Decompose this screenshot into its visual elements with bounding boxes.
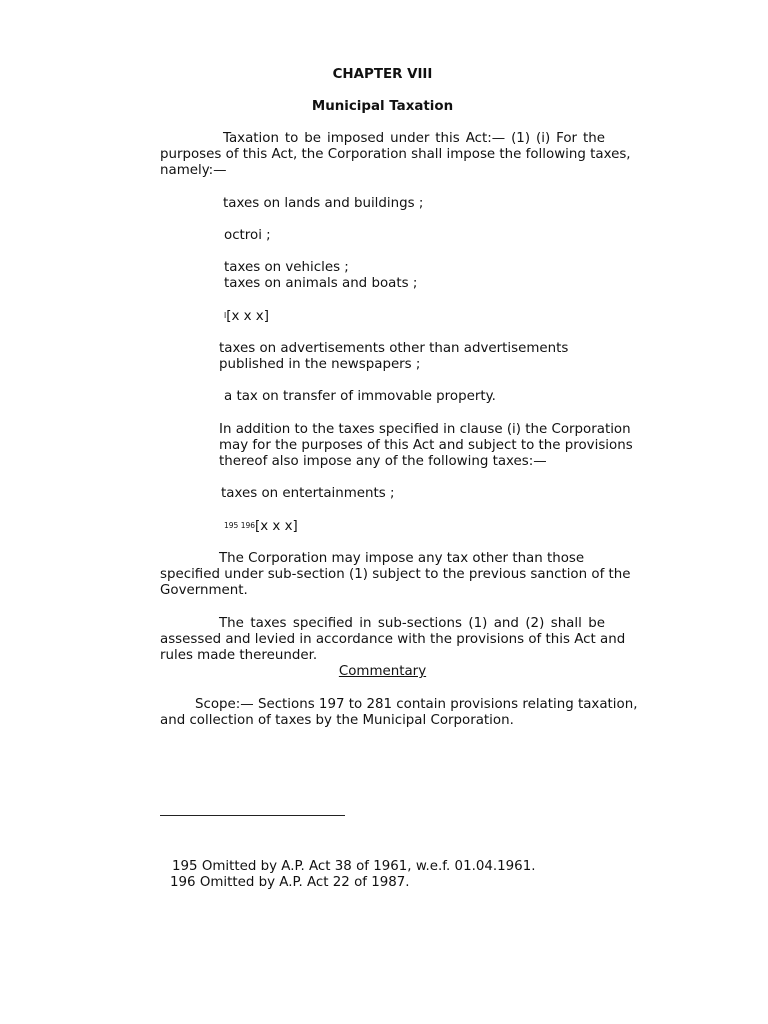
sub2-line: specified under sub-section (1) subject to the previous sanction of the <box>160 567 631 583</box>
commentary-line: Scope:— Sections 197 to 281 contain provisions relating taxation, <box>195 697 638 712</box>
clause-ii-line: In addition to the taxes specified in clause (i) the Corporation <box>219 422 631 437</box>
commentary-heading: Commentary <box>338 664 427 679</box>
footnote-separator <box>160 815 345 816</box>
sub2-line: The Corporation may impose any tax other than those <box>219 551 585 566</box>
commentary-paragraph <box>160 697 638 729</box>
omitted-marker: I <box>224 311 227 320</box>
tax-item: taxes on vehicles ; <box>224 260 349 275</box>
tax-item: taxes on animals and boats ; <box>224 276 418 291</box>
tax-item: taxes on lands and buildings ; <box>223 196 424 211</box>
tax-item: taxes on advertisements other than advertisements <box>219 341 569 356</box>
clause-ii-line: may for the purposes of this Act and subject to the provisions <box>219 438 633 453</box>
omitted-text: [x x x] <box>226 309 269 324</box>
intro-line: Taxation to be imposed under this Act:— (1) (i) For the <box>223 131 605 146</box>
sub3-line: The taxes specified in sub-sections (1) and (2) shall be <box>219 616 605 631</box>
intro-line: namely:— <box>160 163 227 179</box>
omitted-item <box>224 309 269 325</box>
optional-tax-item: taxes on entertainments ; <box>221 486 395 501</box>
subsection-2-paragraph <box>160 551 631 600</box>
tax-item: octroi ; <box>224 228 271 243</box>
chapter-title: Municipal Taxation <box>311 99 454 114</box>
footnote-196: 196 Omitted by A.P. Act 22 of 1987. <box>170 875 410 890</box>
footnote-195: 195 Omitted by A.P. Act 38 of 1961, w.e.f. 01.04.1961. <box>172 859 536 874</box>
clause-ii-line: thereof also impose any of the following taxes:— <box>219 454 547 469</box>
tax-item: a tax on transfer of immovable property. <box>224 389 496 404</box>
omitted-item <box>224 519 298 535</box>
intro-line: purposes of this Act, the Corporation shall impose the following taxes, <box>160 147 631 163</box>
section-intro-paragraph <box>160 131 631 180</box>
omitted-text: [x x x] <box>255 519 298 534</box>
tax-item: published in the newspapers ; <box>219 357 421 372</box>
chapter-heading: CHAPTER VIII <box>332 67 433 82</box>
sub3-line: rules made thereunder. <box>160 648 318 664</box>
footnote-refs: 195 196 <box>224 521 256 530</box>
subsection-3-paragraph <box>160 616 626 665</box>
sub3-line: assessed and levied in accordance with the provisions of this Act and <box>160 632 626 648</box>
commentary-line: and collection of taxes by the Municipal Corporation. <box>160 713 514 729</box>
sub2-line: Government. <box>160 583 248 599</box>
